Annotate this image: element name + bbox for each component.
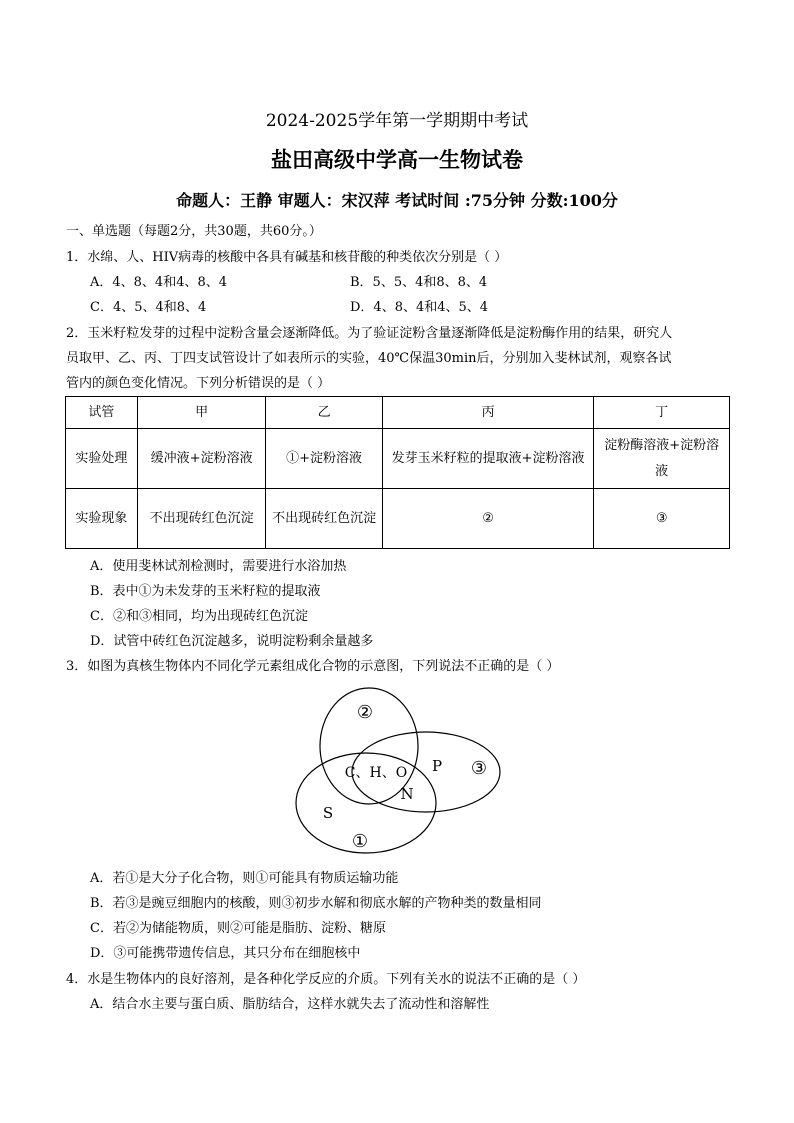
question-1-option-d: D．4、8、4和4、5、4: [350, 300, 489, 315]
question-2-option-a: A．使用斐林试剂检测时，需要进行水浴加热: [90, 559, 347, 574]
table-row: [66, 429, 730, 489]
venn-label-2: ②: [356, 702, 374, 723]
table-cell: 发芽玉米籽粒的提取液+淀粉溶液: [382, 429, 594, 489]
table-cell: ①+淀粉溶液: [266, 429, 382, 489]
table-header-cell: 丙: [382, 397, 594, 429]
table-cell: ③: [594, 489, 730, 549]
table-header-cell: 甲: [137, 397, 266, 429]
table-header-row: [66, 397, 730, 429]
question-2-option-b: B．表中①为未发芽的玉米籽粒的提取液: [90, 584, 321, 599]
question-1-stem: 1．水绵、人、HIV病毒的核酸中各具有碱基和核苷酸的种类依次分别是（ ）: [66, 250, 508, 265]
table-cell: 实验处理: [66, 429, 138, 489]
venn-label-1: ①: [351, 831, 369, 852]
question-2-stem-line2: 员取甲、乙、丙、丁四支试管设计了如表所示的实验，40℃保温30min后，分别加入斐林试剂，观察各试: [66, 351, 672, 366]
table-cell: 缓冲液+淀粉溶液: [137, 429, 266, 489]
question-2-option-c: C．②和③相同，均为出现砖红色沉淀: [90, 609, 308, 624]
question-2-option-d: D．试管中砖红色沉淀越多，说明淀粉剩余量越多: [90, 634, 374, 649]
table-cell: 实验现象: [66, 489, 138, 549]
exam-term-title: 2024-2025学年第一学期期中考试: [265, 111, 529, 131]
experiment-table: [65, 396, 730, 549]
element-venn-diagram: [292, 686, 508, 858]
venn-label-p: P: [431, 757, 443, 775]
question-4-option-a: A．结合水主要与蛋白质、脂肪结合，这样水就失去了流动性和溶解性: [90, 997, 490, 1012]
table-header-cell: 试管: [66, 397, 138, 429]
table-cell: 不出现砖红色沉淀: [137, 489, 266, 549]
question-2-stem-line1: 2．玉米籽粒发芽的过程中淀粉含量会逐渐降低。为了验证淀粉含量逐渐降低是淀粉酶作用的结果，研究人: [66, 326, 673, 341]
table-cell: 不出现砖红色沉淀: [266, 489, 382, 549]
table-header-cell: 乙: [266, 397, 382, 429]
venn-label-s: S: [322, 804, 334, 822]
question-2-stem-line3: 管内的颜色变化情况。下列分析错误的是（ ）: [66, 376, 331, 391]
table-row: [66, 489, 730, 549]
question-1-option-c: C．4、5、4和8、4: [90, 300, 207, 315]
venn-label-n: N: [400, 785, 414, 803]
question-1-option-b: B．5、5、4和8、8、4: [350, 275, 488, 290]
table-cell: ②: [382, 489, 594, 549]
exam-meta: 命题人：王静 审题人：宋汉萍 考试时间 :75分钟 分数:100分: [176, 191, 618, 210]
question-3-option-a: A．若①是大分子化合物，则①可能具有物质运输功能: [90, 871, 399, 886]
exam-title: 盐田高级中学高一生物试卷: [271, 147, 523, 172]
question-3-option-b: B．若③是豌豆细胞内的核酸，则③初步水解和彻底水解的产物种类的数量相同: [90, 896, 542, 911]
question-1-option-a: A．4、8、4和4、8、4: [90, 275, 228, 290]
question-4-stem: 4．水是生物体内的良好溶剂，是各种化学反应的介质。下列有关水的说法不正确的是（ ）: [66, 972, 586, 987]
table-cell: 淀粉酶溶液+淀粉溶液: [594, 429, 730, 489]
venn-label-3: ③: [470, 758, 488, 779]
venn-label-center: C、H、O: [344, 765, 408, 781]
section-heading: 一、单选题（每题2分，共30题，共60分。）: [66, 224, 322, 239]
question-3-stem: 3．如图为真核生物体内不同化学元素组成化合物的示意图，下列说法不正确的是（ ）: [66, 659, 560, 674]
table-header-cell: 丁: [594, 397, 730, 429]
question-3-option-c: C．若②为储能物质，则②可能是脂肪、淀粉、糖原: [90, 921, 386, 936]
question-3-option-d: D．③可能携带遗传信息，其只分布在细胞核中: [90, 946, 361, 961]
